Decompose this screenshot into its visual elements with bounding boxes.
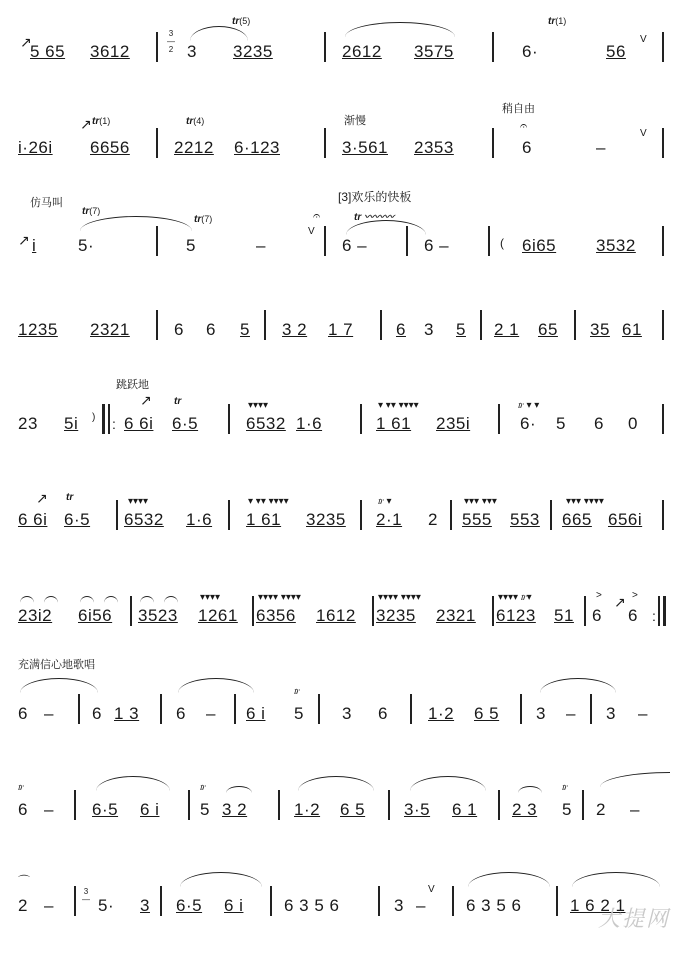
barline — [488, 226, 490, 256]
trill-mark: tr(5) — [232, 16, 251, 27]
note-group: 1261 — [198, 606, 238, 625]
note-group: 23 — [18, 414, 38, 433]
note-group: 1 61 — [246, 510, 282, 529]
score-row-6 — [0, 490, 676, 570]
staccato-marks: ▾ ▾▾ ▾▾▾▾ — [378, 400, 419, 411]
slur-end: ⌒ — [18, 874, 31, 888]
note-group: 6 — [18, 704, 28, 723]
note-group: 2 — [18, 896, 28, 915]
note-group: 6 — [628, 606, 638, 625]
note-group: 6 – — [424, 236, 450, 255]
note-group: 3 — [536, 704, 546, 723]
slur — [96, 776, 170, 791]
barline — [582, 790, 584, 820]
repeat-dots: : — [652, 608, 656, 624]
note-group: 3 — [424, 320, 434, 339]
note-group: 61 — [622, 320, 642, 339]
tie — [226, 786, 252, 793]
accent-mark: > — [596, 590, 602, 601]
barline — [590, 694, 592, 724]
barline — [388, 790, 390, 820]
note-group: 6·5 — [172, 414, 199, 433]
barline — [160, 694, 162, 724]
slur — [540, 678, 616, 693]
note-group: 2212 — [174, 138, 214, 157]
note-group: 6· — [522, 42, 539, 61]
barline — [584, 596, 586, 626]
staccato-marks: ▾▾▾▾ 𝆖▾ — [498, 592, 532, 603]
note-group: 3235 — [233, 42, 273, 61]
note-group: 6 1 — [452, 800, 478, 819]
barline — [74, 790, 76, 820]
note-group: – — [206, 704, 216, 723]
note-group: – — [416, 896, 426, 915]
barline — [662, 226, 664, 256]
note-group: 65 — [538, 320, 558, 339]
staccato-marks: ▾▾▾▾ ▾▾▾▾ — [378, 592, 421, 603]
fermata-icon: 𝄐 — [520, 118, 528, 133]
note-group: 3 — [342, 704, 352, 723]
slur — [345, 22, 455, 37]
note-group: 6i56 — [78, 606, 113, 625]
note-group: 0 — [628, 414, 638, 433]
staccato-marks: ▾▾▾▾ — [128, 496, 149, 507]
note-group: 6123 — [496, 606, 536, 625]
mordent-marks: 𝆖 ▾ — [378, 496, 392, 507]
barline — [278, 790, 280, 820]
barline — [662, 500, 664, 530]
barline — [360, 404, 362, 434]
note-group: 3235 — [376, 606, 416, 625]
note-group: 555 — [462, 510, 492, 529]
trill-mark: tr(4) — [186, 116, 205, 127]
note-group: 1235 — [18, 320, 58, 339]
breath-mark: ↗ — [20, 34, 32, 50]
note-group: 2612 — [342, 42, 382, 61]
trill-mark: tr 〰〰〰 — [354, 212, 395, 223]
note-group: 5 — [186, 236, 196, 255]
barline — [156, 128, 158, 158]
barline — [74, 886, 76, 916]
tie — [104, 596, 118, 603]
note-group: 3·5 — [404, 800, 431, 819]
note-group: 6 — [92, 704, 102, 723]
slur — [180, 872, 262, 887]
barline — [574, 310, 576, 340]
time-signature: 3 — — [82, 887, 90, 904]
repeat-end-thin — [658, 596, 660, 626]
score-row-1 — [0, 16, 676, 102]
note-group: – — [256, 236, 266, 255]
note-group: 6356 — [256, 606, 296, 625]
note-group: 5 — [562, 800, 572, 819]
note-group: 6·5 — [92, 800, 119, 819]
time-signature: 3 — 2 — [167, 29, 175, 54]
note-group: 5· — [78, 236, 95, 255]
note-group: 6532 — [124, 510, 164, 529]
note-group: 6 6i — [124, 414, 154, 433]
note-group: 6 — [174, 320, 184, 339]
fermata-icon: 𝄐 — [313, 208, 321, 223]
note-group: 6 — [378, 704, 388, 723]
mordent-icon: 𝆖 — [294, 686, 300, 697]
trill-mark: tr — [174, 396, 182, 407]
mordent-icon: 𝆖 — [562, 782, 568, 793]
note-group: 1·2 — [428, 704, 455, 723]
barline — [492, 32, 494, 62]
barline — [116, 500, 118, 530]
barline — [160, 886, 162, 916]
note-group: – — [44, 896, 54, 915]
barline — [378, 886, 380, 916]
bracket-close: ) — [92, 412, 96, 423]
repeat-dots: : — [112, 416, 116, 432]
note-group: 1·6 — [296, 414, 323, 433]
note-group: 5i — [64, 414, 79, 433]
score-row-7 — [0, 590, 676, 666]
barline — [156, 310, 158, 340]
note-group: 6 — [176, 704, 186, 723]
tempo-marking: 渐慢 — [344, 115, 366, 127]
barline — [188, 790, 190, 820]
breath-mark: ↗ — [614, 594, 626, 610]
barline — [228, 500, 230, 530]
note-group: 6 – — [342, 236, 368, 255]
barline — [492, 596, 494, 626]
note-group: 5· — [98, 896, 115, 915]
breath-mark: V — [640, 34, 647, 45]
note-group: 665 — [562, 510, 592, 529]
note-group: 2 — [596, 800, 606, 819]
note-group: 6 5 — [474, 704, 500, 723]
staccato-marks: ▾ ▾▾ ▾▾▾▾ — [248, 496, 289, 507]
note-group: 6 — [592, 606, 602, 625]
note-group: 2321 — [436, 606, 476, 625]
note-group: 23i2 — [18, 606, 53, 625]
barline — [406, 226, 408, 256]
score-row-9 — [0, 782, 676, 860]
mordent-marks: 𝆖 ▾ ▾ — [518, 400, 540, 411]
score-row-8 — [0, 659, 676, 764]
note-group: 3 — [140, 896, 150, 915]
note-group: 2 1 — [494, 320, 520, 339]
slur — [20, 678, 98, 693]
note-group: 1612 — [316, 606, 356, 625]
barline — [264, 310, 266, 340]
note-group: 553 — [510, 510, 540, 529]
note-group: – — [638, 704, 648, 723]
slur — [178, 678, 254, 693]
barline — [324, 32, 326, 62]
expression-label: 充满信心地歌唱 — [18, 659, 95, 671]
barline — [498, 790, 500, 820]
slur — [572, 872, 660, 887]
note-group: i — [32, 236, 37, 255]
barline — [234, 694, 236, 724]
note-group: – — [44, 704, 54, 723]
bracket-open: ( — [500, 236, 504, 250]
barline — [130, 596, 132, 626]
note-group: 6 5 — [340, 800, 366, 819]
staccato-marks: ▾▾▾ ▾▾▾▾ — [566, 496, 604, 507]
note-group: – — [630, 800, 640, 819]
barline — [556, 886, 558, 916]
note-group: i·26i — [18, 138, 53, 157]
note-group: 2353 — [414, 138, 454, 157]
trill-mark: tr(7) — [82, 206, 101, 217]
note-group: 3 — [187, 42, 197, 61]
barline — [520, 694, 522, 724]
note-group: 6 6i — [18, 510, 48, 529]
barline — [452, 886, 454, 916]
breath-mark: V — [640, 128, 647, 139]
breath-mark: ↗ — [80, 116, 92, 132]
slur — [80, 216, 192, 231]
barline — [228, 404, 230, 434]
breath-mark: ↗ — [18, 232, 30, 248]
note-group: 3 — [606, 704, 616, 723]
repeat-start-thick — [102, 404, 105, 434]
barline — [450, 500, 452, 530]
watermark: 大提网 — [597, 906, 670, 931]
barline — [498, 404, 500, 434]
note-group: 6 — [594, 414, 604, 433]
note-group: 1 6 2 1 — [570, 896, 626, 915]
barline — [156, 32, 158, 62]
expression-label: 仿马叫 — [30, 197, 63, 209]
note-group: 6·5 — [64, 510, 91, 529]
barline — [492, 128, 494, 158]
note-group: – — [44, 800, 54, 819]
tie — [164, 596, 178, 603]
trill-mark: tr(7) — [194, 214, 213, 225]
note-group: 56 — [606, 42, 626, 61]
note-group: 2 3 — [512, 800, 538, 819]
barline — [662, 310, 664, 340]
note-group: 1 7 — [328, 320, 354, 339]
note-group: 6·123 — [234, 138, 280, 157]
note-group: 6656 — [90, 138, 130, 157]
note-group: 1 61 — [376, 414, 412, 433]
note-group: 6 i — [224, 896, 244, 915]
tie — [80, 596, 94, 603]
barline — [662, 404, 664, 434]
note-group: 235i — [436, 414, 471, 433]
score-row-4 — [0, 320, 676, 380]
note-group: 6 3 5 6 — [466, 896, 522, 915]
note-group: 35 — [590, 320, 610, 339]
expression-label: 跳跃地 — [116, 379, 149, 391]
mordent-icon: 𝆖 — [200, 782, 206, 793]
barline — [156, 226, 158, 256]
barline — [360, 500, 362, 530]
score-row-10 — [0, 874, 676, 956]
trill-mark: tr(1) — [548, 16, 567, 27]
note-group: 1 3 — [114, 704, 140, 723]
barline — [252, 596, 254, 626]
breath-mark: V — [308, 226, 315, 237]
slur — [410, 776, 486, 791]
note-group: 5 — [556, 414, 566, 433]
barline — [410, 694, 412, 724]
barline — [372, 596, 374, 626]
breath-mark: V — [428, 884, 435, 895]
breath-mark: ↗ — [36, 490, 48, 506]
repeat-start-thin — [108, 404, 110, 434]
note-group: 2 — [428, 510, 438, 529]
barline — [380, 310, 382, 340]
staccato-marks: ▾▾▾▾ — [200, 592, 221, 603]
barline — [78, 694, 80, 724]
trill-mark: tr(1) — [92, 116, 111, 127]
note-group: 6· — [520, 414, 537, 433]
tempo-marking: 稍自由 — [502, 103, 535, 115]
note-group: 6·5 — [176, 896, 203, 915]
tie — [518, 786, 542, 793]
note-group: 5 65 — [30, 42, 66, 61]
repeat-end-thick — [663, 596, 666, 626]
note-group: 6 i — [246, 704, 266, 723]
note-group: 3·561 — [342, 138, 388, 157]
barline — [324, 128, 326, 158]
staccato-marks: ▾▾▾▾ ▾▾▾▾ — [258, 592, 301, 603]
note-group: 2321 — [90, 320, 130, 339]
barline — [270, 886, 272, 916]
note-group: 3 2 — [222, 800, 248, 819]
note-group: 6 — [206, 320, 216, 339]
slur — [298, 776, 374, 791]
note-group: 3575 — [414, 42, 454, 61]
slur — [190, 26, 248, 41]
note-group: 656i — [608, 510, 643, 529]
note-group: 1·2 — [294, 800, 321, 819]
note-group: 5 — [240, 320, 250, 339]
barline — [324, 226, 326, 256]
note-group: 5 — [456, 320, 466, 339]
note-group: 6 3 5 6 — [284, 896, 340, 915]
note-group: 5 — [294, 704, 304, 723]
note-group: 1·6 — [186, 510, 213, 529]
score-row-5 — [0, 379, 676, 474]
tie — [20, 596, 34, 603]
note-group: – — [566, 704, 576, 723]
slur — [600, 772, 670, 787]
accent-mark: > — [632, 590, 638, 601]
breath-mark: ↗ — [140, 392, 152, 408]
mordent-icon: 𝆖 — [18, 782, 24, 793]
barline — [662, 128, 664, 158]
section-title: [3]欢乐的快板 — [338, 190, 412, 204]
note-group: 3 2 — [282, 320, 308, 339]
staccato-marks: ▾▾▾ ▾▾▾ — [464, 496, 497, 507]
note-group: 3523 — [138, 606, 178, 625]
note-group: 6 — [522, 138, 532, 157]
note-group: 2·1 — [376, 510, 403, 529]
barline — [480, 310, 482, 340]
note-group: 6 — [18, 800, 28, 819]
slur — [468, 872, 550, 887]
tie — [140, 596, 154, 603]
note-group: 3235 — [306, 510, 346, 529]
barline — [550, 500, 552, 530]
note-group: 5 — [200, 800, 210, 819]
score-row-3 — [0, 190, 676, 296]
note-group: – — [596, 138, 606, 157]
tie — [44, 596, 58, 603]
barline — [662, 32, 664, 62]
barline — [318, 694, 320, 724]
note-group: 6 i — [140, 800, 160, 819]
note-group: 3612 — [90, 42, 130, 61]
note-group: 51 — [554, 606, 574, 625]
note-group: 6i65 — [522, 236, 557, 255]
note-group: 6 — [396, 320, 406, 339]
trill-mark: tr — [66, 492, 74, 503]
note-group: 3532 — [596, 236, 636, 255]
note-group: 6532 — [246, 414, 286, 433]
note-group: 3 — [394, 896, 404, 915]
staccato-marks: ▾▾▾▾ — [248, 400, 269, 411]
